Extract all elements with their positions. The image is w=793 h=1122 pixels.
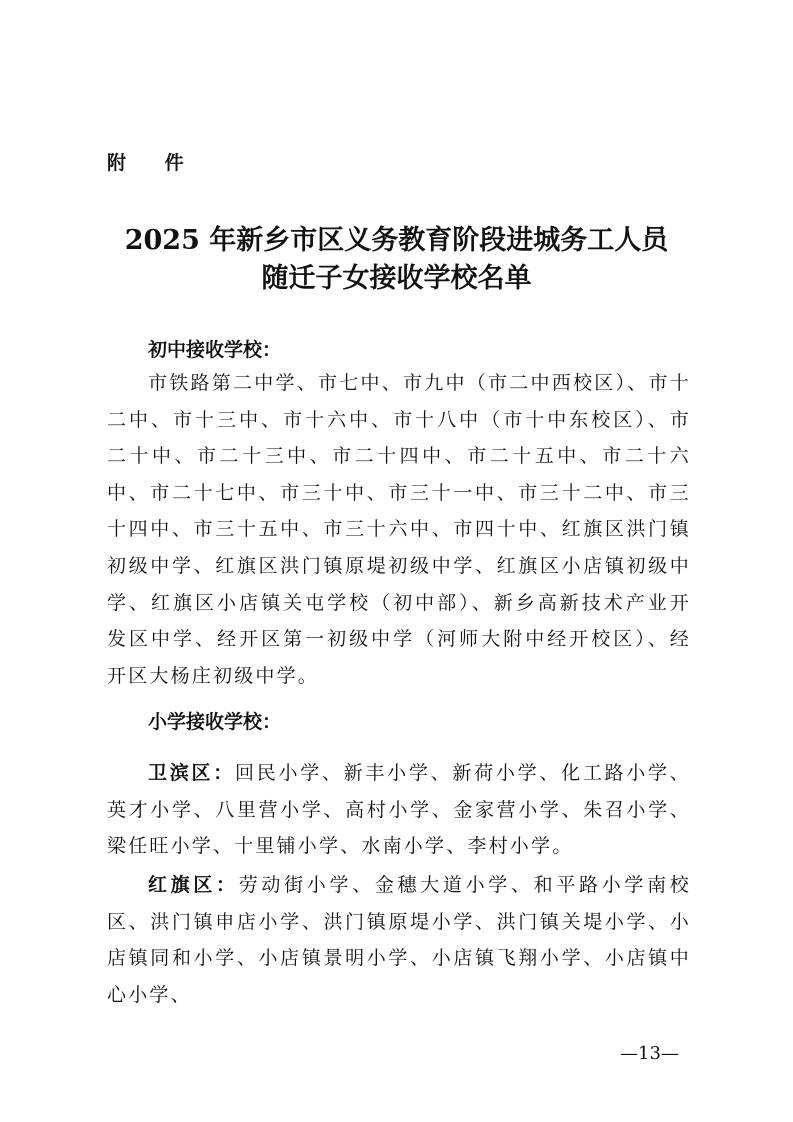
document-title-line-2: 随迁子女接收学校名单 xyxy=(261,263,532,294)
weibin-school-list: 回民小学、新丰小学、新荷小学、化工路小学、英才小学、八里营小学、高村小学、金家营小学、朱召小学、梁任旺小学、十里铺小学、水南小学、李村小学。 xyxy=(107,762,691,858)
hongqi-school-list: 劳动街小学、金穗大道小学、和平路小学南校区、洪门镇申店小学、洪门镇原堤小学、洪门镇关堤小学、小店镇同和小学、小店镇景明小学、小店镇飞翔小学、小店镇中心小学、 xyxy=(107,874,691,1006)
attachment-label: 附 件 xyxy=(107,152,200,174)
document-title-line-1: 2025 年新乡市区义务教育阶段进城务工人员 xyxy=(124,225,669,256)
middle-school-list: 市铁路第二中学、市七中、市九中（市二中西校区）、市十二中、市十三中、市十六中、市十八中（市十中东校区）、市二十中、市二十三中、市二十四中、市二十五中、市二十六中、市二十七中、市三十中、市三十一中、市三十二中、市三十四中、市三十五中、市三十六中、市四十中、红旗区洪门镇初级中学、红旗区洪门镇原堤初级中学、红旗区小店镇初级中学、红旗区小店镇关屯学校（初中部）、新乡高新技术产业开发区中学、经开区第一初级中学（河师大附中经开校区）、经开区大杨庄初级中学。 xyxy=(107,372,691,687)
weibin-district-paragraph xyxy=(107,755,691,865)
hongqi-district-label: 红旗区： xyxy=(148,874,239,896)
primary-school-heading: 小学接收学校： xyxy=(148,711,282,733)
middle-school-heading: 初中接收学校： xyxy=(148,339,282,361)
hongqi-district-paragraph xyxy=(107,867,691,1013)
weibin-district-label: 卫滨区： xyxy=(148,762,235,784)
page-number: —13— xyxy=(620,1043,679,1064)
